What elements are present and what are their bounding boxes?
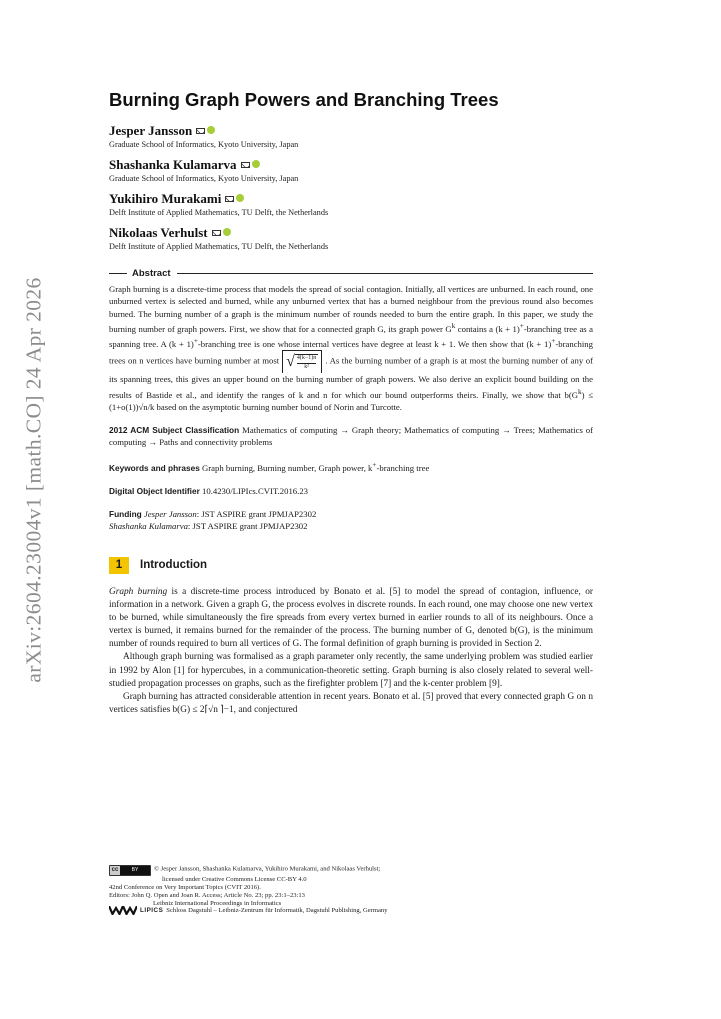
meta-value: Graph burning, Burning number, Graph power, k bbox=[202, 462, 373, 473]
abstract-heading: Abstract bbox=[132, 268, 171, 279]
meta-key: 2012 ACM Subject Classification bbox=[109, 425, 240, 436]
superscript: + bbox=[372, 461, 377, 470]
superscript: + bbox=[519, 321, 524, 330]
fraction-numerator: 4(k−1)n bbox=[297, 355, 316, 364]
ceil-sqrt-formula: √ $\frac{4(k-1)n}{\text{k²}}$ bbox=[282, 350, 322, 373]
rule bbox=[109, 273, 127, 274]
lipics-logo-icon bbox=[109, 906, 137, 915]
meta-key: Funding bbox=[109, 508, 142, 519]
superscript: k bbox=[451, 321, 456, 330]
author-name: Nikolaas Verhulst bbox=[109, 225, 208, 240]
paragraph-text: is a discrete-time process introduced by Bonato et al. [5] to model the spread of contagion, influence, or information in a network. Given a graph G, the process evolves in discrete rounds. In each round, one may choose one new vertex to be burned, while simultaneously the fire spreads from every vertex burned in earlier rounds to all of its neighbours. Once a vertex is burned, it remains burned for the remainder of the process. The burning number of G, denoted b(G), is the minimum number of rounds required to burn all vertices of G. The formal definition of graph burning is provided in Section 2. bbox=[109, 586, 593, 650]
meta-value: Mathematics of computing → Graph theory; Mathematics of computing → Trees; Mathematics of computing → Paths and connectivity problems bbox=[109, 425, 594, 448]
cc-by-badge[interactable] bbox=[109, 865, 151, 876]
author-name: Shashanka Kulamarva bbox=[109, 157, 237, 172]
conference-line: 42nd Conference on Very Important Topics (CVIT 2016). bbox=[109, 884, 261, 892]
copyright-line: © Jesper Jansson, Shashanka Kulamarva, Yukihiro Murakami, and Nikolaas Verhulst; bbox=[154, 865, 381, 873]
orcid-icon[interactable] bbox=[252, 160, 260, 168]
section-heading bbox=[109, 557, 593, 574]
funding bbox=[109, 508, 593, 532]
paper-content bbox=[109, 88, 593, 717]
author-block bbox=[109, 188, 593, 218]
intro-paragraph: Although graph burning was formalised as a graph parameter only recently, the same underlying problem was studied earlier in 1992 by Alon [1] for hypercubes, in a communication-theoretic setting. Graph burning is also closely related to several well-studied propagation processes on graphs, such as the firefighter problem [7] and the k-center problem [9]. bbox=[109, 652, 593, 689]
acm-classification bbox=[109, 424, 593, 448]
license-footer bbox=[109, 865, 589, 915]
superscript: + bbox=[193, 337, 198, 346]
funding-name: Jesper Jansson bbox=[143, 508, 197, 519]
meta-key: Keywords and phrases bbox=[109, 462, 200, 473]
author-block bbox=[109, 120, 593, 150]
meta-key: Digital Object Identifier bbox=[109, 485, 200, 496]
arxiv-identifier: arXiv:2604.23004v1 [math.CO] 24 Apr 2026 bbox=[21, 277, 46, 683]
doi bbox=[109, 485, 593, 497]
section-number: 1 bbox=[109, 557, 129, 574]
intro-paragraph bbox=[109, 586, 593, 651]
author-affiliation: Delft Institute of Applied Mathematics, TU Delft, the Netherlands bbox=[109, 208, 329, 217]
abstract-fragment: . As the burning number of a graph is at most the burning number of any of its spanning trees, this gives an upper bound on the burning number of graph powers. We also derive an explicit bound building on the results of Bastide et al., and identify the ranges of k and n for which our bound outperforms theirs. Finally, we show that b(G bbox=[109, 355, 593, 400]
orcid-icon[interactable] bbox=[207, 126, 215, 134]
mail-icon[interactable] bbox=[212, 230, 221, 236]
author-affiliation: Graduate School of Informatics, Kyoto University, Japan bbox=[109, 140, 299, 149]
arxiv-side-stamp bbox=[12, 277, 56, 683]
mail-icon[interactable] bbox=[196, 128, 205, 134]
author-affiliation: Delft Institute of Applied Mathematics, TU Delft, the Netherlands bbox=[109, 242, 329, 251]
license-line: licensed under Creative Commons License CC-BY 4.0 bbox=[162, 876, 307, 883]
abstract-heading-row bbox=[109, 268, 593, 279]
abstract-fragment: -branching trees on n vertices have burning number at most bbox=[109, 338, 593, 366]
publisher-line: Schloss Dagstuhl – Leibniz-Zentrum für Informatik, Dagstuhl Publishing, Germany bbox=[166, 906, 388, 914]
mail-icon[interactable] bbox=[225, 196, 234, 202]
author-name: Jesper Jansson bbox=[109, 123, 193, 138]
abstract-fragment: Graph burning is a discrete-time process that models the spread of social contagion. Initially, all vertices are unburned. In each round, one unburned vertex is selected and burned, while any unburned vertex that has a burned neighbour from the previous round also becomes burned. The burning number of a graph is the minimum number of rounds needed to burn the entire graph. In this paper, we study the burning number of graph powers. First, we show that for a connected graph G, its graph power G bbox=[109, 284, 593, 334]
superscript: k bbox=[578, 387, 582, 396]
series-line: Leibniz International Proceedings in Informatics bbox=[153, 899, 282, 907]
paper-title: Burning Graph Powers and Branching Trees bbox=[109, 89, 499, 110]
abstract-text bbox=[109, 283, 593, 413]
keywords bbox=[109, 459, 593, 474]
lipics-wordmark: LIPICS bbox=[140, 906, 164, 914]
doi-link[interactable]: 10.4230/LIPIcs.CVIT.2016.23 bbox=[202, 485, 309, 496]
funding-text: : JST ASPIRE grant JPMJAP2302 bbox=[187, 520, 308, 531]
editors-line: Editors: John Q. Open and Joan R. Access; Article No. 23; pp. 23:1–23:13 bbox=[109, 892, 305, 900]
orcid-icon[interactable] bbox=[236, 194, 244, 202]
funding-name: Shashanka Kulamarva bbox=[109, 520, 188, 531]
abstract-fragment: ) ≤ (1+o(1))√n/k based on the asymptotic burning number bound of Norin and Turcotte. bbox=[109, 389, 593, 412]
fraction-denominator: k² bbox=[304, 363, 310, 370]
emphasis: Graph burning bbox=[109, 586, 168, 597]
abstract-fragment: -branching tree as a spanning tree. A (k + 1) bbox=[109, 323, 593, 349]
intro-paragraph: Graph burning has attracted considerable attention in recent years. Bonato et al. [5] proved that every connected graph G on n vertices satisfies b(G) ≤ 2⌈√n ⌉−1, and conjectured bbox=[109, 691, 593, 715]
orcid-icon[interactable] bbox=[223, 228, 231, 236]
section-title: Introduction bbox=[140, 559, 208, 572]
by-badge-text: BY bbox=[120, 866, 150, 875]
meta-value: -branching tree bbox=[376, 462, 430, 473]
author-block bbox=[109, 154, 593, 184]
author-name: Yukihiro Murakami bbox=[109, 191, 222, 206]
superscript: + bbox=[551, 337, 556, 346]
rule bbox=[177, 273, 593, 274]
funding-text: : JST ASPIRE grant JPMJAP2302 bbox=[196, 508, 317, 519]
cc-badge-text: cc bbox=[111, 867, 119, 874]
abstract-fragment: contains a (k + 1) bbox=[455, 323, 520, 334]
mail-icon[interactable] bbox=[241, 162, 250, 168]
author-block bbox=[109, 222, 593, 252]
abstract-fragment: -branching tree is one whose internal vertices have degree at least k + 1. We then show that (k + 1) bbox=[197, 338, 552, 349]
author-affiliation: Graduate School of Informatics, Kyoto University, Japan bbox=[109, 174, 299, 183]
